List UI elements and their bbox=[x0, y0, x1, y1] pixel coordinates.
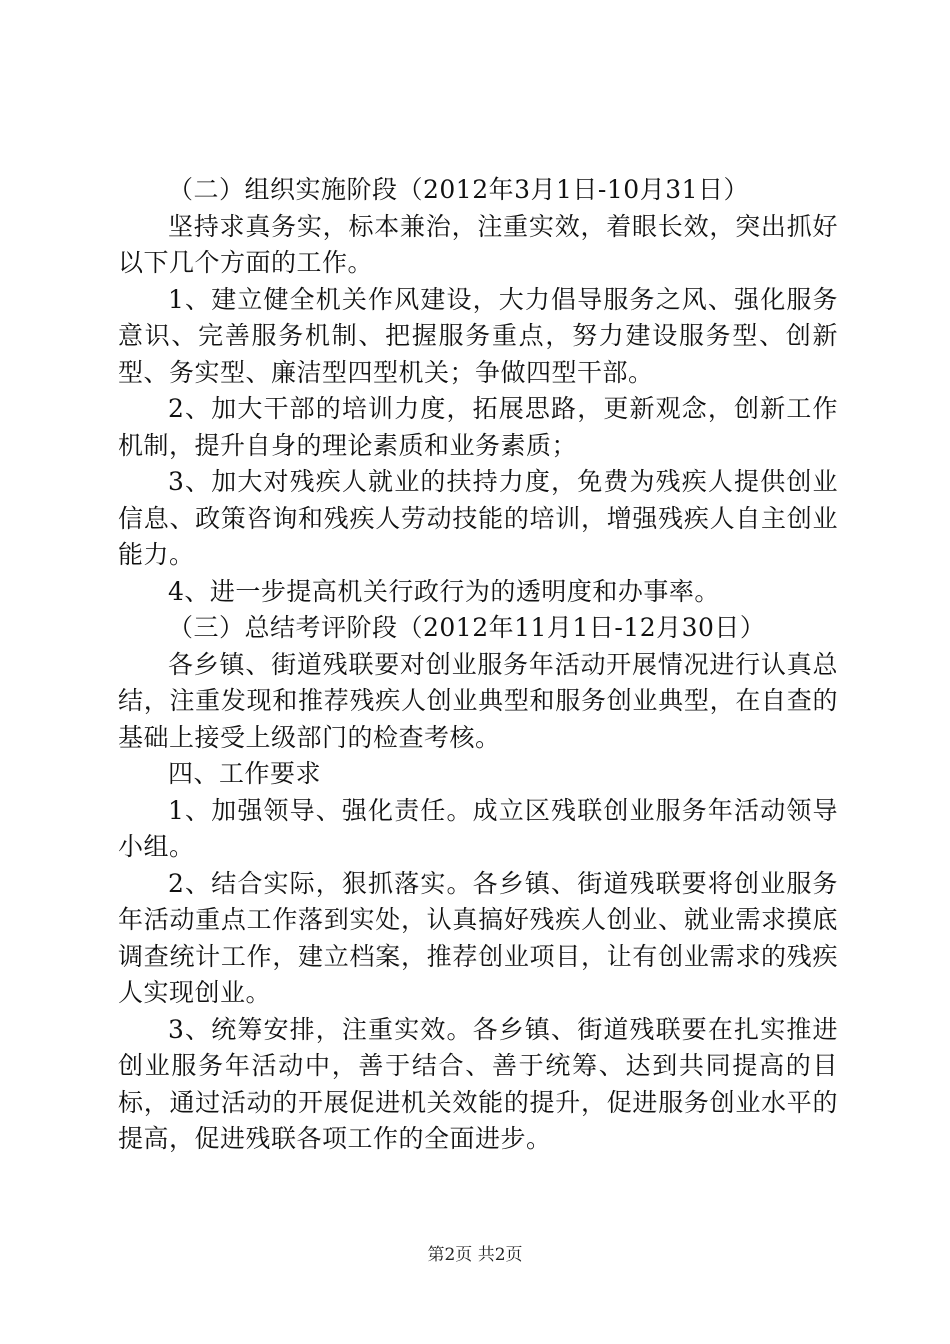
paragraph-requirement-1: 1、加强领导、强化责任。成立区残联创业服务年活动领导小组。 bbox=[118, 795, 838, 861]
paragraph-item-2: 2、加大干部的培训力度，拓展思路，更新观念，创新工作机制，提升自身的理论素质和业务素质； bbox=[118, 394, 838, 460]
section-heading-evaluation: （三）总结考评阶段（2012年11月1日-12月30日） bbox=[168, 613, 766, 642]
paragraph-item-1: 1、建立健全机关作风建设，大力倡导服务之风、强化服务意识、完善服务机制、把握服务重点，努力建设服务型、创新型、务实型、廉洁型四型机关；争做四型干部。 bbox=[118, 284, 838, 387]
paragraph-item-4: 4、进一步提高机关行政行为的透明度和办事率。 bbox=[168, 576, 720, 606]
paragraph-intro: 坚持求真务实，标本兼治，注重实效，着眼长效，突出抓好以下几个方面的工作。 bbox=[118, 211, 838, 277]
paragraph-requirement-2: 2、结合实际，狠抓落实。各乡镇、街道残联要将创业服务年活动重点工作落到实处，认真搞好残疾人创业、就业需求摸底调查统计工作，建立档案，推荐创业项目，让有创业需求的残疾人实现创业。 bbox=[118, 868, 838, 1007]
paragraph-item-3: 3、加大对残疾人就业的扶持力度，免费为残疾人提供创业信息、政策咨询和残疾人劳动技能的培训，增强残疾人自主创业能力。 bbox=[118, 467, 838, 569]
paragraph-evaluation: 各乡镇、街道残联要对创业服务年活动开展情况进行认真总结，注重发现和推荐残疾人创业典型和服务创业典型，在自查的基础上接受上级部门的检查考核。 bbox=[118, 649, 838, 752]
page-number-label: 第2页 共2页 bbox=[427, 1245, 523, 1265]
page-footer bbox=[0, 1240, 950, 1265]
paragraph-requirement-3: 3、统筹安排，注重实效。各乡镇、街道残联要在扎实推进创业服务年活动中，善于结合、善于统筹、达到共同提高的目标，通过活动的开展促进机关效能的提升，促进服务创业水平的提高，促进残联各项工作的全面进步。 bbox=[118, 1014, 838, 1153]
section-heading-requirements: 四、工作要求 bbox=[168, 759, 322, 788]
document-body bbox=[118, 172, 838, 1158]
section-heading-implementation: （二）组织实施阶段（2012年3月1日-10月31日） bbox=[168, 175, 750, 204]
